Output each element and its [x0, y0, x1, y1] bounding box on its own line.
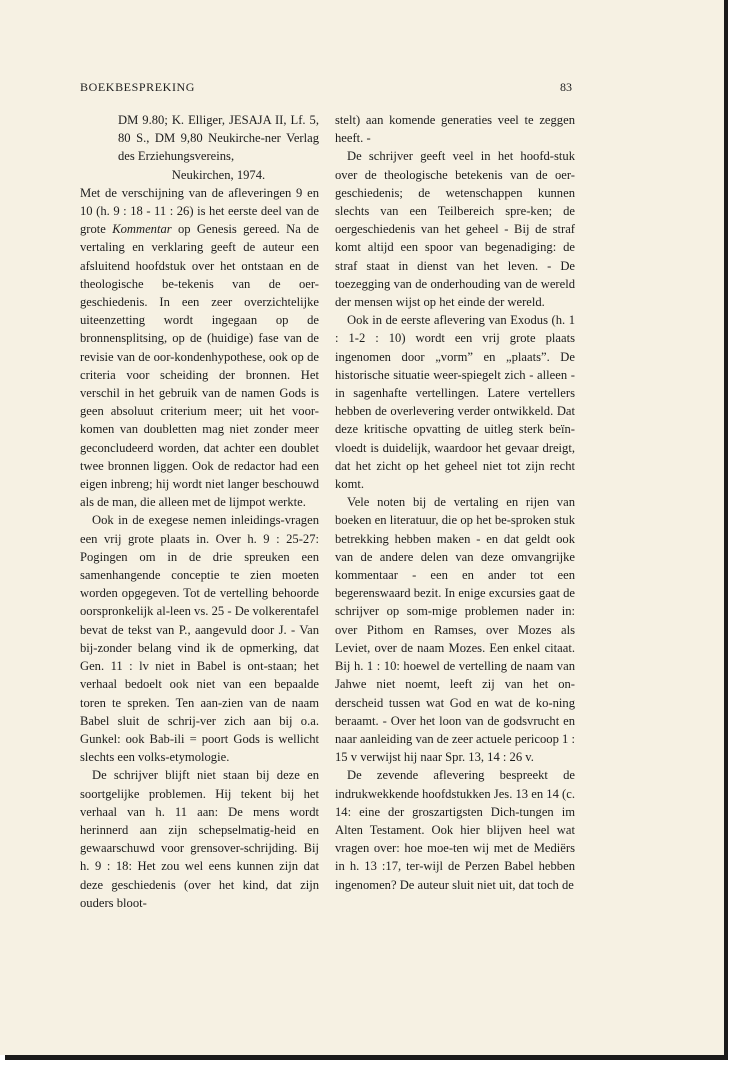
paragraph: stelt) aan komende generaties veel te zeggen heeft. - — [335, 113, 575, 146]
bibliographic-entry: DM 9.80; K. Elliger, JESAJA II, Lf. 5, 80 S., DM 9,80 Neukirche-ner Verlag des Erziehungsvereins, — [118, 113, 319, 164]
page-number: 83 — [560, 80, 572, 94]
paragraph-text: op Genesis gereed. Na de vertaling en verklaring geeft de auteur een afsluitend hoofdstuk over het ontstaan en de theologische be-tekenis van de oer-geschiedenis. In een zeer overzichtelijke uiteenzetting wordt ingegaan op de bronnensplitsing, op de (huidige) fase van de revisie van de oor-kondenhypothese, ook op de criteria voor scheiding der bronnen. Het verschil in het gebruik van de namen Gods is geen absoluut criterium meer; uit het voor-komen van doubletten mag niet zonder meer geconcludeerd worden, dat achter een doublet twee bronnen liggen. Ook de redactor had een eigen inbreng; hij wordt niet langer beschouwd als de man, die alleen met de lijmpot werkte. — [80, 222, 319, 510]
paragraph-text: Met de verschijning van de afleveringen 9 en 10 (h. 9 : 18 - 11 : 26) is het eerste deel van de grote — [80, 185, 319, 237]
paragraph — [80, 184, 319, 512]
paragraph: Ook in de eerste aflevering van Exodus (h. 1 : 1-2 : 10) wordt een vrij grote plaats ingenomen door „vorm” en „plaats”. De historische situatie weer-spiegelt zich - alleen - in sagenhafte vertellingen. Latere vertellers hebben de overlevering verder ontwikkeld. Dat deze kritische opvatting de uitleg sterk beïn-vloedt is duidelijk, waardoor het gevaar dreigt, dat het zicht op het geheel niet tot zijn recht komt. — [335, 313, 575, 492]
paragraph: De zevende aflevering bespreekt de indrukwekkende hoofdstukken Jes. 13 en 14 (c. 14: eine der groszartigsten Dich-tungen im Alten Testament. Ook hier blijven heel wat vragen over: hoe moe-ten wij met de Mediërs in h. 13 :17, ter-wijl de Perzen Babel hebben ingenomen? De auteur sluit niet uit, dat toch de — [335, 768, 575, 892]
page-shadow-bottom — [5, 1055, 728, 1060]
right-column — [335, 111, 575, 894]
paragraph: De schrijver geeft veel in het hoofd-stuk over de theologische betekenis van de oer-geschiedenis; de wetenschappen kunnen slechts van een Teilbereich spre-ken; de oergeschiedenis van het geheel - Bij de straf komt altijd een spoor van begenadiging: de straf staat in dienst van het leven. - De toezegging van de onderhouding van de wereld der mensen wijst op het einde der wereld. — [335, 149, 575, 310]
page-shadow-right — [724, 0, 728, 1060]
italic-title: Kommentar — [112, 222, 172, 237]
left-column — [80, 111, 319, 912]
bibliographic-entry-end: Neukirchen, 1974. — [171, 167, 266, 182]
paragraph: Vele noten bij de vertaling en rijen van boeken en literatuur, die op het be-sproken stuk betrekking hebben maken - en dat geldt ook van de andere delen van deze omvangrijke kommentaar - een en ander tot een begerenswaard bezit. In enige excursies gaat de schrijver op som-mige problemen nader in: over Pithom en Ramses, over Mozes als Leviet, over de naam Mozes. Een enkel citaat. Bij h. 1 : 10: hoewel de vertelling de naam van Jahwe niet noemt, leeft zij van het on-derscheid tussen wat God en wat de ko-ning beraamt. - Over het loon van de godsvrucht en naar aanleiding van de zeer actuele pericoop 1 : 15 v verwijst hij naar Spr. 13, 14 : 26 v. — [335, 495, 575, 765]
paragraph: De schrijver blijft niet staan bij deze en soortgelijke problemen. Hij tekent bij het verhaal van h. 11 aan: De mens wordt herinnerd aan zijn schepselmatig-heid en gewaarschuwd voor grensover-schrijding. Bij h. 9 : 18: Het zou wel eens kunnen zijn dat deze geschiedenis (over het kind, dat zijn ouders bloot- — [80, 768, 319, 910]
running-title: BOEKBESPREKING — [80, 80, 196, 94]
paragraph: Ook in de exegese nemen inleidings-vragen een vrij grote plaats in. Over h. 9 : 25-27: Pogingen om in de drie spreuken een samenhangende conceptie te zien moeten worden opgegeven. Tot de vertelling behoorde oorspronkelijk al-leen vs. 25 - De volkerentafel bevat de tekst van P., aangevuld door J. - Van bij-zonder belang vind ik de opmerking, dat Gen. 11 : lv niet in Babel is ont-staan; het verhaal bedoelt ook niet van een bepaalde toren te spreken. Ten aan-zien van de naam Babel sluit de schrij-ver zich aan bij o.a. Gunkel: ook Bab-ili = poort Gods is wellicht slechts een volks-etymologie. — [80, 513, 319, 765]
